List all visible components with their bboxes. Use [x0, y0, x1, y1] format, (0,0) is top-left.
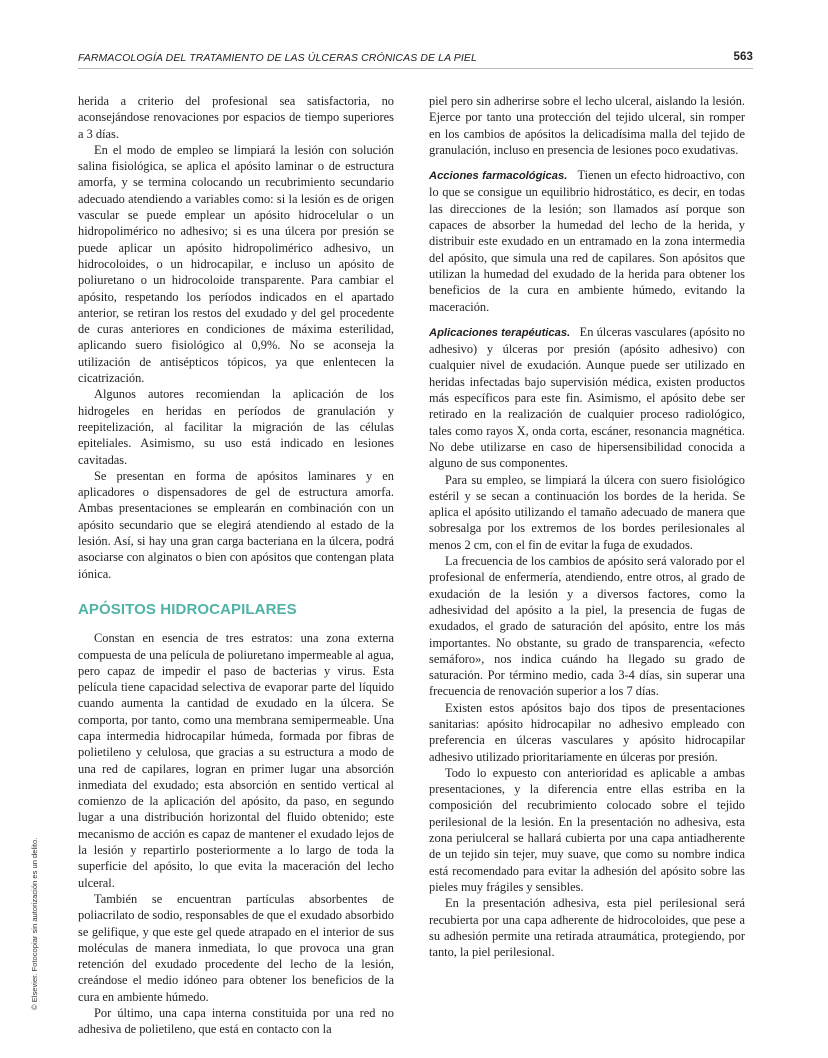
paragraph: En la presentación adhesiva, esta piel perilesional será recubierta por una capa adherente de hidrocoloides, que pese a su adhesión permite una retirada atraumática, protegiendo, por tanto, la piel perilesional.: [429, 896, 745, 960]
paragraph: piel pero sin adherirse sobre el lecho ulceral, aislando la lesión. Ejerce por tanto una protección del tejido ulceral, sin romper en los cambios de apósitos la delicadísima malla del tejido de granulación, incluso en presencia de lesiones poco exudativas.: [429, 94, 745, 157]
section-heading: APÓSITOS HIDROCAPILARES: [78, 600, 297, 618]
paragraph: herida a criterio del profesional sea satisfactoria, no aconsejándose renovaciones por espacios de tiempo superiores a 3 días.: [78, 94, 394, 141]
paragraph-acciones: [429, 167, 745, 315]
paragraph: Se presentan en forma de apósitos laminares y en aplicadores o dispensadores de gel de estructura amorfa. Ambas presentaciones se emplearán en combinación con un apósito secundario que se elegirá atendiendo al estado de la lesión. Así, si hay una gran carga bacteriana en la úlcera, podrá asociarse con alginatos o bien con apósitos que contengan plata iónica.: [78, 468, 394, 581]
right-column: [429, 93, 745, 960]
paragraph: Constan en esencia de tres estratos: una zona externa compuesta de una película de poliuretano impermeable al agua, pero capaz de impedir el paso de bacterias y virus. Esta película tiene capacidad selectiva de evaporar parte del líquido cuando aumenta la cantidad de exudado en la úlcera. Se comporta, por tanto, como una membrana semipermeable. Una capa intermedia hidrocapilar húmeda, formada por fibras de polietileno y celulosa, que gracias a su estructura a modo de una red de capilares, logran en primer lugar una absorción inmediata del exudado; esta absorción en sentido vertical al comienzo de la aplicación del apósito, da paso, en segundo lugar a una distribución horizontal del fluido obtenido; este mecanismo de acción es capaz de mantener el exudado lejos de la lesión y repartirlo posteriormente a lo largo de toda la superficie del apósito, lo que evita la maceración del lecho ulceral.: [78, 631, 394, 890]
copyright-notice: © Elsevier. Fotocopiar sin autorización es un delito.: [30, 837, 39, 1010]
paragraph: También se encuentran partículas absorbentes de poliacrilato de sodio, responsables de que el exudado absorbido se gelifique, y que este gel quede atrapado en el interior de sus moléculas de manera inmediata, lo que provoca una gran retención del exudado procedente del lecho de la lesión, creándose el medio idóneo para obtener los beneficios de la cura en ambiente húmedo.: [78, 891, 394, 1004]
run-in-heading: Aplicaciones terapéuticas.: [429, 326, 571, 339]
run-in-heading: Acciones farmacológicas.: [429, 170, 568, 183]
paragraph: Algunos autores recomiendan la aplicación de los hidrogeles en heridas en períodos de granulación y reepitelización, al facilitar la migración de las células epiteliales. Asimismo, su uso está indicado en lesiones cavitadas.: [78, 387, 394, 467]
paragraph: La frecuencia de los cambios de apósito será valorado por el profesional de enfermería, atendiendo, entre otros, al grado de exudación de la lesión y a diversos factores, como la adhesividad del apósito a la piel, la presencia de fugas de exudados, el grado de saturación del apósito, entre los más importantes. No obstante, su grado de transparencia, «efecto semáforo», nos indica cuándo ha llegado su grado de saturación. Por término medio, cada 3-4 días, sin superar una frecuencia de renovación superior a los 7 días.: [429, 554, 745, 699]
paragraph: En el modo de empleo se limpiará la lesión con solución salina fisiológica, se aplica el apósito laminar o de estructura amorfa, y se termina colocando un recubrimiento secundario adecuado atendiendo a variables como: si la lesión es de origen vascular se puede emplear un apósito hidrocelular o un hidropolimérico no adhesivo; si es una úlcera por presión se puede aplicar un apósito hidropolimérico adhesivo, un hidrocoloides, o un hidrocapilar, e incluso un apósito de poliuretano o un hidrocoloide transparente. Para cambiar el apósito, respetando los períodos indicados en el apartado anterior, se retiran los restos del exudado y del gel procedente de curas anteriores en condiciones de máxima esterilidad, aplicando suero fisiológico al 0,9%. No se aconseja la utilización de antisépticos tópicos, ya que enlentecen la cicatrización.: [78, 142, 394, 386]
page-number: 563: [733, 51, 753, 63]
paragraph-aplicaciones: [429, 324, 745, 472]
paragraph-text: Tienen un efecto hidroactivo, con lo que se consigue un equilibrio hidrostático, es decir, en todas las direcciones de la lesión; son llamados así porque son capaces de absorber la humedad del lecho de la herida, y distribuir este exudado en un entramado en la zona intermedia del apósito, que simula una red de capilares. Son apósitos que utilizan la humedad del exudado de la herida para obtener los beneficios de la cura en ambiente húmedo, evitando la maceración.: [429, 168, 745, 314]
paragraph-text: En úlceras vasculares (apósito no adhesivo) y úlceras por presión (apósito adhesivo) con cualquier nivel de exudación. Aunque puede ser utilizado en heridas infectadas bajo supervisión médica, existen productos más específicos para este fin. Asimismo, el apósito debe ser retirado en la realización de cualquier proceso radiológico, tales como rayos X, onda corta, escáner, resonancia magnética. No debe utilizarse en caso de hipersensibilidad conocida a alguno de sus componentes.: [429, 324, 746, 471]
paragraph: Todo lo expuesto con anterioridad es aplicable a ambas presentaciones, y la diferencia entre ellas estriba en la composición del recubrimiento colocado sobre el tejido perilesional de la lesión. En la presentación no adhesiva, esta zona periulceral se hallará cubierta por una capa antiadherente de un tejido sin tejer, muy suave, que como su nombre indica está recomendado para evitar la adhesión del apósito sobre las pieles muy frágiles y sensibles.: [429, 765, 745, 894]
running-title: FARMACOLOGÍA DEL TRATAMIENTO DE LAS ÚLCERAS CRÓNICAS DE LA PIEL: [78, 52, 477, 64]
paragraph: Existen estos apósitos bajo dos tipos de presentaciones sanitarias: apósito hidrocapilar no adhesivo empleado con preferencia en úlceras vasculares y apósito hidrocapilar adhesivo utilizado prioritariamente en úlceras por presión.: [429, 700, 745, 764]
left-column: [78, 93, 394, 1038]
running-header: [78, 52, 753, 69]
paragraph: Por último, una capa interna constituida por una red no adhesiva de polietileno, que está en contacto con la: [78, 1006, 394, 1037]
paragraph: Para su empleo, se limpiará la úlcera con suero fisiológico estéril y se secan a continuación los bordes de la herida. Se aplica el apósito utilizando el tamaño adecuado de manera que sobresalga por los extremos de los bordes perilesionales al menos 2 cm, con el fin de evitar la fuga de exudados.: [429, 472, 745, 552]
